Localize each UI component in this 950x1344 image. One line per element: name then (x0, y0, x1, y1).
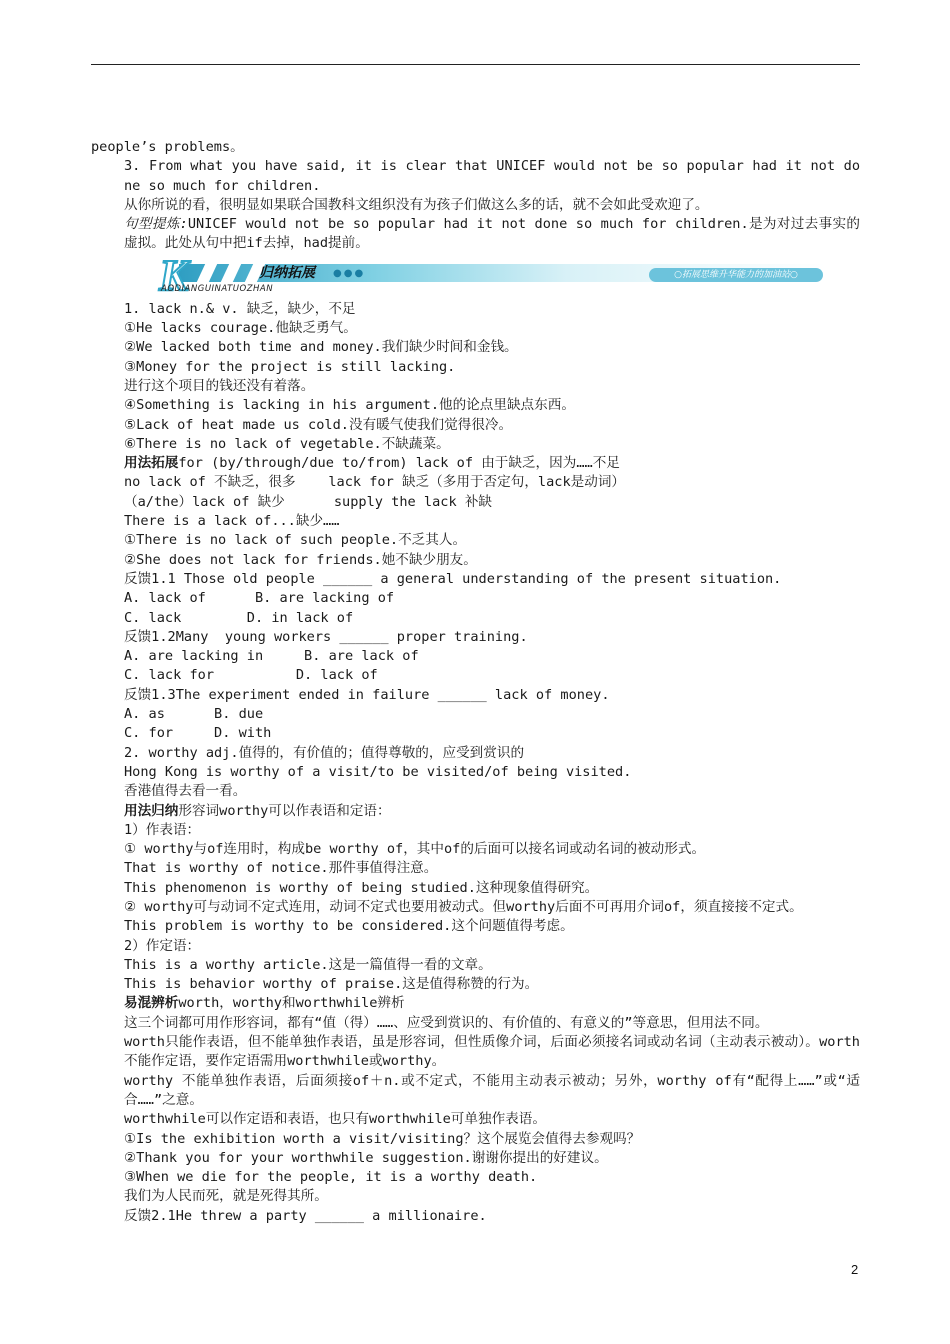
banner-slogan: ○拓展思维升华能力的加油站○ (649, 268, 823, 282)
text-line: A. as B. due (124, 706, 264, 723)
text-span: for (by/through/due to/from) lack of 由于缺乏，因为……不足 (178, 455, 620, 472)
text-line: 反馈1.1 Those old people ______ a general understanding of the present situation. (124, 570, 782, 587)
text-line: That is worthy of notice.那件事值得注意。 (124, 860, 438, 877)
text-line: There is a lack of...缺少…… (124, 513, 340, 530)
pattern-text: UNICEF would not be so popular had it not done so much for children.是为对过去事实的虚拟。此处从句中把if去掉，had提前。 (124, 216, 860, 252)
text-line: worth只能作表语，但不能单独作表语，虽是形容词，但性质像介词，后面必须接名词或动名词（主动表示被动）。worth不能作定语，要作定语需用worthwhile或worthy。 (124, 1034, 860, 1070)
sentence-pattern-line (91, 215, 860, 254)
usage-summary-label: 用法归纳 (124, 802, 179, 819)
text-line: ③Money for the project is still lacking. (124, 358, 456, 375)
text-span: worth，worthy和worthwhile辨析 (178, 995, 405, 1012)
text-line: A. are lacking in B. are lack of (124, 648, 419, 665)
text-line: ①He lacks courage.他缺乏勇气。 (124, 320, 357, 337)
banner-title: 归纳拓展 (259, 264, 315, 281)
text-line: ① worthy与of连用时，构成be worthy of，其中of的后面可以接名词或动名词的被动形式。 (124, 841, 706, 858)
text-line: 2）作定语： (124, 937, 201, 954)
text-line: 香港值得去看一看。 (124, 783, 247, 800)
text-span: 形容词worthy可以作表语和定语： (178, 802, 391, 819)
banner-stripes (195, 262, 265, 284)
text-line: 进行这个项目的钱还没有着落。 (124, 377, 315, 394)
confusion-label: 易混辨析 (124, 995, 179, 1012)
text-line: ④Something is lacking in his argument.他的论点里缺点东西。 (124, 397, 575, 414)
text-line: ①Is the exhibition worth a visit/visiting？这个展览会值得去参观吗？ (124, 1130, 641, 1147)
text-line: 2. worthy adj.值得的，有价值的；值得尊敬的，应受到赏识的 (124, 744, 525, 761)
text-line: This problem is worthy to be considered.这个问题值得考虑。 (124, 918, 574, 935)
header-rule (91, 64, 860, 65)
text-line: 我们为人民而死，就是死得其所。 (124, 1188, 328, 1205)
text-line: 1. lack n.& v. 缺乏，缺少，不足 (124, 300, 356, 317)
text-line: This is a worthy article.这是一篇值得一看的文章。 (124, 956, 492, 973)
text-line: 3. From what you have said, it is clear that UNICEF would not be so popular had it not done so much for children. (124, 158, 860, 194)
text-line: ⑥There is no lack of vegetable.不缺蔬菜。 (124, 435, 450, 452)
banner-k-letter: K (159, 250, 189, 300)
text-line: This is behavior worthy of praise.这是值得称赞的行为。 (124, 976, 539, 993)
text-line: 反馈1.3The experiment ended in failure ______ lack of money. (124, 686, 610, 703)
text-line: 1）作表语： (124, 821, 201, 838)
usage-summary-line (91, 802, 860, 821)
text-line: （a/the）lack of 缺少 supply the lack 补缺 (124, 493, 493, 510)
document-body (91, 138, 860, 1226)
text-line: C. lack for D. lack of (124, 667, 378, 684)
text-line: ② worthy可与动词不定式连用，动词不定式也要用被动式。但worthy后面不可再用介词of，须直接接不定式。 (124, 898, 803, 915)
text-line: C. lack D. in lack of (124, 609, 354, 626)
text-line: 从你所说的看，很明显如果联合国教科文组织没有为孩子们做这么多的话，就不会如此受欢迎了。 (124, 196, 709, 213)
text-line: 这三个词都可用作形容词，都有“值（得）……、应受到赏识的、有价值的、有意义的”等意思，但用法不同。 (124, 1014, 769, 1031)
text-line: A. lack of B. are lacking of (124, 590, 395, 607)
pattern-label: 句型提炼: (124, 216, 188, 233)
text-line: 反馈1.2Many young workers ______ proper training. (124, 628, 528, 645)
text-line: ②Thank you for your worthwhile suggestion.谢谢你提出的好建议。 (124, 1149, 608, 1166)
page-number: 2 (851, 1262, 859, 1277)
text-line: ③When we die for the people, it is a worthy death. (124, 1169, 538, 1186)
text-line: people’s problems。 (91, 139, 244, 155)
text-line: C. for D. with (124, 725, 272, 742)
usage-expand-label: 用法拓展 (124, 455, 179, 472)
text-line: ②She does not lack for friends.她不缺少朋友。 (124, 551, 477, 568)
text-line: no lack of 不缺乏，很多 lack for 缺乏（多用于否定句，lack是动词） (124, 474, 626, 491)
usage-expand-line (91, 454, 860, 473)
text-line: 反馈2.1He threw a party ______ a millionaire. (124, 1207, 487, 1224)
text-line: Hong Kong is worthy of a visit/to be visited/of being visited. (124, 763, 632, 780)
text-line: ⑤Lack of heat made us cold.没有暖气使我们觉得很冷。 (124, 416, 513, 433)
text-line: worthwhile可以作定语和表语，也只有worthwhile可单独作表语。 (124, 1111, 546, 1128)
text-line: worthy 不能单独作表语，后面须接of＋n.或不定式，不能用主动表示被动；另外，worthy of有“配得上……”或“适合……”之意。 (124, 1072, 860, 1108)
text-line: ①There is no lack of such people.不乏其人。 (124, 532, 467, 549)
section-banner (91, 250, 860, 300)
banner-subtitle: AODIANGUINATUOZHAN (161, 283, 274, 294)
text-line: This phenomenon is worthy of being studied.这种现象值得研究。 (124, 879, 599, 896)
text-line: ②We lacked both time and money.我们缺少时间和金钱。 (124, 339, 518, 356)
banner-dots: ●●● (333, 267, 366, 279)
confusion-line (91, 994, 860, 1013)
